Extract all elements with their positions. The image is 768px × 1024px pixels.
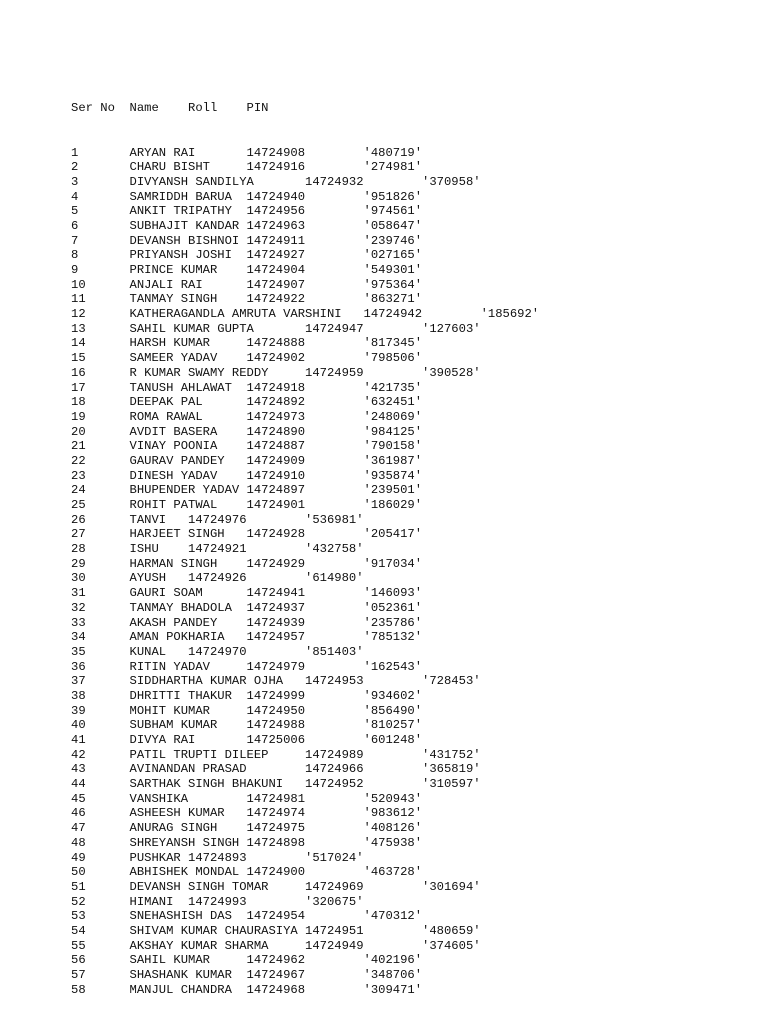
table-row: 43 AVINANDAN PRASAD 14724966 '365819' bbox=[71, 762, 481, 777]
table-row: 13 SAHIL KUMAR GUPTA 14724947 '127603' bbox=[71, 321, 481, 336]
table-row: 24 BHUPENDER YADAV 14724897 '239501' bbox=[71, 483, 423, 498]
table-row: 38 DHRITTI THAKUR 14724999 '934602' bbox=[71, 688, 423, 703]
table-row: 35 KUNAL 14724970 '851403' bbox=[71, 644, 364, 659]
table-row: 49 PUSHKAR 14724893 '517024' bbox=[71, 850, 364, 865]
table-row: 37 SIDDHARTHA KUMAR OJHA 14724953 '728453' bbox=[71, 674, 481, 689]
table-row: 54 SHIVAM KUMAR CHAURASIYA 14724951 '480659' bbox=[71, 923, 481, 938]
table-row: 31 GAURI SOAM 14724941 '146093' bbox=[71, 586, 423, 601]
table-header: Ser No Name Roll PIN bbox=[71, 101, 269, 116]
table-row: 18 DEEPAK PAL 14724892 '632451' bbox=[71, 395, 423, 410]
table-row: 30 AYUSH 14724926 '614980' bbox=[71, 571, 364, 586]
table-row: 20 AVDIT BASERA 14724890 '984125' bbox=[71, 424, 423, 439]
table-row: 6 SUBHAJIT KANDAR 14724963 '058647' bbox=[71, 218, 423, 233]
table-row: 8 PRIYANSH JOSHI 14724927 '027165' bbox=[71, 248, 423, 263]
table-row: 7 DEVANSH BISHNOI 14724911 '239746' bbox=[71, 233, 423, 248]
table-row: 36 RITIN YADAV 14724979 '162543' bbox=[71, 659, 423, 674]
table-row: 11 TANMAY SINGH 14724922 '863271' bbox=[71, 292, 423, 307]
table-row: 19 ROMA RAWAL 14724973 '248069' bbox=[71, 409, 423, 424]
table-row: 1 ARYAN RAI 14724908 '480719' bbox=[71, 145, 423, 160]
table-row: 57 SHASHANK KUMAR 14724967 '348706' bbox=[71, 968, 423, 982]
table-row: 47 ANURAG SINGH 14724975 '408126' bbox=[71, 821, 423, 836]
table-row: 48 SHREYANSH SINGH 14724898 '475938' bbox=[71, 835, 423, 850]
table-row: 5 ANKIT TRIPATHY 14724956 '974561' bbox=[71, 204, 423, 219]
table-row: 14 HARSH KUMAR 14724888 '817345' bbox=[71, 336, 423, 351]
table-row: 4 SAMRIDDH BARUA 14724940 '951826' bbox=[71, 189, 423, 204]
table-row: 44 SARTHAK SINGH BHAKUNI 14724952 '310597' bbox=[71, 777, 481, 792]
table-row: 16 R KUMAR SWAMY REDDY 14724959 '390528' bbox=[71, 365, 481, 380]
document-page bbox=[71, 72, 539, 1012]
table-row: 53 SNEHASHISH DAS 14724954 '470312' bbox=[71, 909, 423, 924]
table-row: 23 DINESH YADAV 14724910 '935874' bbox=[71, 468, 423, 483]
table-row: 15 SAMEER YADAV 14724902 '798506' bbox=[71, 351, 423, 366]
table-row: 32 TANMAY BHADOLA 14724937 '052361' bbox=[71, 600, 423, 615]
table-row: 10 ANJALI RAI 14724907 '975364' bbox=[71, 277, 423, 292]
table-row: 40 SUBHAM KUMAR 14724988 '810257' bbox=[71, 718, 423, 733]
table-row: 26 TANVI 14724976 '536981' bbox=[71, 512, 364, 527]
table-row: 22 GAURAV PANDEY 14724909 '361987' bbox=[71, 453, 423, 468]
table-row: 2 CHARU BISHT 14724916 '274981' bbox=[71, 160, 423, 175]
table-row: 55 AKSHAY KUMAR SHARMA 14724949 '374605' bbox=[71, 938, 481, 953]
table-row: 28 ISHU 14724921 '432758' bbox=[71, 542, 364, 557]
table-row: 45 VANSHIKA 14724981 '520943' bbox=[71, 791, 423, 806]
table-row: 41 DIVYA RAI 14725006 '601248' bbox=[71, 733, 423, 747]
table-row: 50 ABHISHEK MONDAL 14724900 '463728' bbox=[71, 865, 423, 880]
table-row: 39 MOHIT KUMAR 14724950 '856490' bbox=[71, 703, 423, 718]
table-row: 27 HARJEET SINGH 14724928 '205417' bbox=[71, 527, 423, 542]
table-row: 12 KATHERAGANDLA AMRUTA VARSHINI 14724942 '185692' bbox=[71, 307, 540, 322]
table-row: 51 DEVANSH SINGH TOMAR 14724969 '301694' bbox=[71, 879, 481, 894]
table-row: 56 SAHIL KUMAR 14724962 '402196' bbox=[71, 953, 423, 968]
table-row: 52 HIMANI 14724993 '320675' bbox=[71, 894, 364, 909]
table-row: 58 MANJUL CHANDRA 14724968 '309471' bbox=[71, 982, 423, 997]
table-row: 46 ASHEESH KUMAR 14724974 '983612' bbox=[71, 806, 423, 821]
table-row: 3 DIVYANSH SANDILYA 14724932 '370958' bbox=[71, 174, 481, 189]
table-row: 9 PRINCE KUMAR 14724904 '549301' bbox=[71, 263, 423, 277]
table-body bbox=[71, 146, 539, 998]
table-row: 21 VINAY POONIA 14724887 '790158' bbox=[71, 439, 423, 454]
table-row: 17 TANUSH AHLAWAT 14724918 '421735' bbox=[71, 380, 423, 395]
table-row: 33 AKASH PANDEY 14724939 '235786' bbox=[71, 615, 423, 630]
table-row: 42 PATIL TRUPTI DILEEP 14724989 '431752' bbox=[71, 747, 481, 762]
table-row: 34 AMAN POKHARIA 14724957 '785132' bbox=[71, 630, 423, 645]
table-row: 29 HARMAN SINGH 14724929 '917034' bbox=[71, 556, 423, 571]
table-row: 25 ROHIT PATWAL 14724901 '186029' bbox=[71, 498, 423, 512]
